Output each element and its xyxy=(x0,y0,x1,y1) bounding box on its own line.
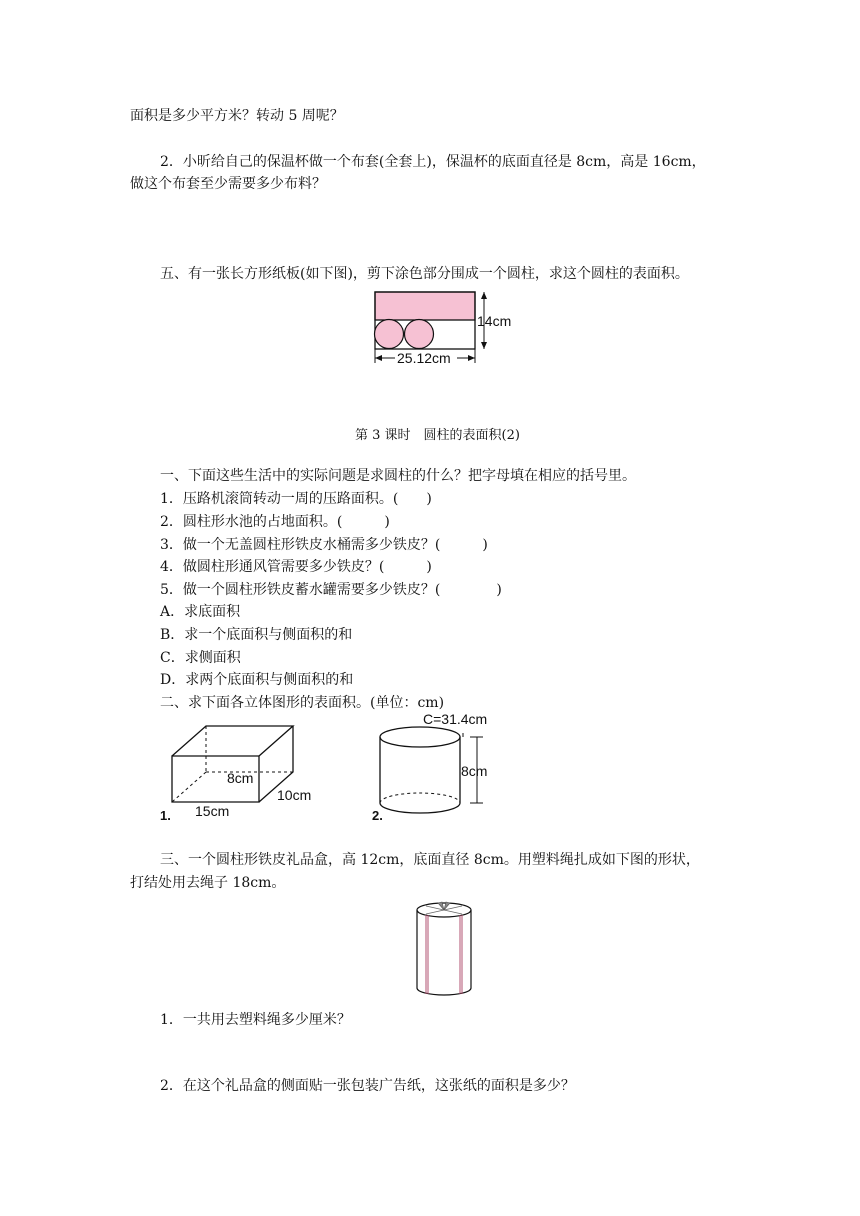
rectangle-paper-figure xyxy=(365,287,512,369)
problem-2-line-2: 做这个布套至少需要多少布料？ xyxy=(130,176,326,192)
section-1-heading: 一、下面这些生活中的实际问题是求圆柱的什么？把字母填在相应的括号里。 xyxy=(160,468,636,484)
question-item: 1．压路机滚筒转动一周的压路面积。( ) xyxy=(160,491,432,507)
question-2: 2．在这个礼品盒的侧面贴一张包装广告纸，这张纸的面积是多少？ xyxy=(160,1078,575,1094)
width-label: 10cm xyxy=(277,787,312,803)
height-label: 8cm xyxy=(227,770,254,786)
question-1: 1．一共用去塑料绳多少厘米？ xyxy=(160,1012,351,1028)
problem-2-line-1: 2．小昕给自己的保温杯做一个布套(全套上)，保温杯的底面直径是 8cm，高是 16cm， xyxy=(160,154,706,170)
answer-option: C．求侧面积 xyxy=(160,650,241,666)
height-label: 14cm xyxy=(477,313,512,329)
width-label: 25.12cm xyxy=(397,350,451,366)
lesson-title: 第 3 课时 圆柱的表面积(2) xyxy=(355,428,520,443)
gift-box-figure xyxy=(412,896,476,1000)
section-5-heading: 五、有一张长方形纸板(如下图)，剪下涂色部分围成一个圆柱，求这个圆柱的表面积。 xyxy=(160,266,689,282)
figure-number: 1. xyxy=(160,808,171,823)
circumference-label: C=31.4cm xyxy=(423,711,488,727)
question-item: 5．做一个圆柱形铁皮蓄水罐需要多少铁皮？( ) xyxy=(160,582,502,598)
question-item: 2．圆柱形水池的占地面积。( ) xyxy=(160,514,390,530)
cylinder-figure xyxy=(365,708,505,826)
question-item: 3．做一个无盖圆柱形铁皮水桶需多少铁皮？( ) xyxy=(160,537,488,553)
answer-option: B．求一个底面积与侧面积的和 xyxy=(160,627,353,643)
figure-number: 2. xyxy=(372,808,383,823)
problem-text-line: 面积是多少平方米？转动 5 周呢？ xyxy=(130,108,344,124)
height-label: 8cm xyxy=(461,763,488,779)
answer-option: D．求两个底面积与侧面积的和 xyxy=(160,672,354,688)
section-2-heading: 二、求下面各立体图形的表面积。(单位：cm) xyxy=(160,695,445,711)
cuboid-figure xyxy=(155,716,340,826)
section-3-line-1: 三、一个圆柱形铁皮礼品盒，高 12cm，底面直径 8cm。用塑料绳扎成如下图的形状， xyxy=(160,852,700,868)
length-label: 15cm xyxy=(195,803,230,819)
section-3-line-2: 打结处用去绳子 18cm。 xyxy=(130,875,286,891)
answer-option: A．求底面积 xyxy=(160,604,241,620)
question-item: 4．做圆柱形通风管需要多少铁皮？( ) xyxy=(160,559,432,575)
